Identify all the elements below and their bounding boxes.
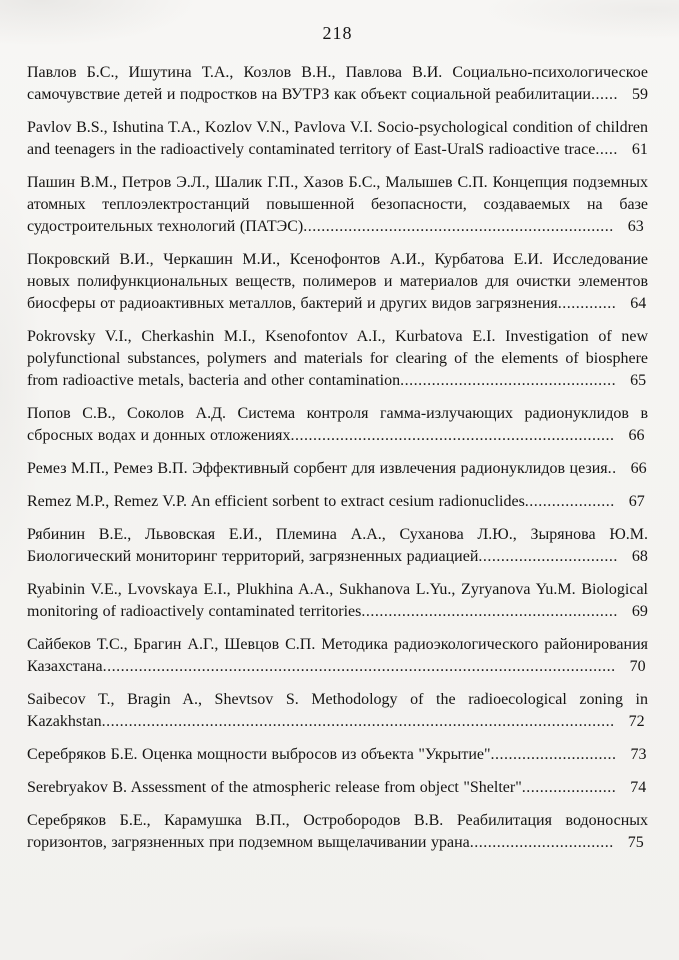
toc-entry — [27, 689, 648, 733]
entry-page-number: 66 — [628, 427, 645, 444]
entry-page-number: 75 — [627, 834, 644, 851]
toc-entry — [27, 810, 648, 854]
entry-text: Рябинин В.Е., Львовская Е.И., Племина А.А., Суханова Л.Ю., Зырянова Ю.М. Биологический мониторинг территорий, загрязненных радиацией — [27, 526, 648, 565]
toc-entry — [27, 634, 648, 678]
toc-list — [27, 62, 648, 854]
entry-text: Serebryakov B. Assessment of the atmospheric release from object "Shelter" — [27, 779, 522, 796]
entry-page-number: 64 — [630, 295, 647, 312]
entry-page-number: 67 — [628, 493, 645, 510]
toc-entry — [27, 458, 648, 480]
dot-leader: ......................................................... — [361, 603, 618, 620]
entry-text: Покровский В.И., Черкашин М.И., Ксенофонтов А.И., Курбатова Е.И. Исследование новых полифункциональных веществ, полимеров и материалов для очистки элементов биосферы от радиоактивных металлов, бактерий и других видов загрязнения — [27, 251, 648, 312]
toc-entry — [27, 403, 648, 447]
entry-page-number: 74 — [630, 779, 647, 796]
entry-text: Пашин В.М., Петров Э.Л., Шалик Г.П., Хазов Б.С., Малышев С.П. Концепция подземных атомных теплоэлектростанций повышенной безопасности, создаваемых на базе судостроительных технологий (ПАТЭС) — [27, 174, 648, 235]
dot-leader: ................................ — [469, 834, 614, 851]
dot-leader: ..................... — [521, 779, 617, 796]
toc-entry — [27, 117, 648, 161]
dot-leader: ........................................................................ — [290, 427, 615, 444]
dot-leader: .................................................................................................................. — [101, 713, 615, 730]
toc-entry — [27, 777, 648, 799]
entry-page-number: 70 — [629, 658, 646, 675]
dot-leader: .................................................................................................................. — [102, 658, 616, 675]
entry-page-number: 61 — [631, 141, 648, 158]
entry-page-number: 63 — [627, 218, 644, 235]
entry-text: Pavlov B.S., Ishutina T.A., Kozlov V.N., Pavlova V.I. Socio-psychological condition of children and teenagers in the radioactively contaminated territory of East-UralS radioactive trace — [27, 119, 648, 158]
toc-entry — [27, 326, 648, 392]
entry-text: Saibecov T., Bragin A., Shevtsov S. Methodology of the radioecological zoning in Kazakhstan — [27, 691, 648, 730]
toc-entry — [27, 491, 648, 513]
entry-text: Павлов Б.С., Ишутина Т.А., Козлов В.Н., Павлова В.И. Социально-психологическое самочувствие детей и подростков на ВУТРЗ как объект социальной реабилитации — [27, 64, 648, 103]
toc-entry — [27, 249, 648, 315]
dot-leader: .................... — [524, 493, 615, 510]
dot-leader: ............. — [557, 295, 617, 312]
dot-leader: ..................................................................... — [303, 218, 614, 235]
toc-entry — [27, 62, 648, 106]
toc-entry — [27, 524, 648, 568]
entry-text: Серебряков Б.Е., Карамушка В.П., Остробородов В.В. Реабилитация водоносных горизонтов, загрязненных при подземном выщелачивании урана — [27, 812, 648, 851]
entry-page-number: 68 — [631, 548, 648, 565]
toc-entry — [27, 744, 648, 766]
dot-leader: ...... — [590, 86, 618, 103]
entry-page-number: 72 — [628, 713, 645, 730]
folio-number: 218 — [322, 23, 353, 43]
entry-text: Ryabinin V.E., Lvovskaya E.I., Plukhina A.A., Sukhanova L.Yu., Zyryanova Yu.M. Biological monitoring of radioactively contaminated territories — [27, 581, 648, 620]
dot-leader: ............................ — [490, 746, 617, 763]
toc-entry — [27, 172, 648, 238]
entry-page-number: 59 — [631, 86, 648, 103]
toc-entry — [27, 579, 648, 623]
dot-leader: ..... — [595, 141, 618, 158]
dot-leader: ................................................ — [400, 372, 617, 389]
entry-page-number: 66 — [630, 460, 647, 477]
entry-text: Попов С.В., Соколов А.Д. Система контроля гамма-излучающих радионуклидов в сбросных водах и донных отложениях — [27, 405, 648, 444]
entry-text: Серебряков Б.Е. Оценка мощности выбросов из объекта "Укрытие" — [27, 746, 491, 763]
dot-leader: .. — [607, 460, 617, 477]
dot-leader: ............................... — [478, 548, 618, 565]
entry-page-number: 73 — [630, 746, 647, 763]
entry-text: Сайбеков Т.С., Брагин А.Г., Шевцов С.П. Методика радиоэкологического районирования Казахстана — [27, 636, 648, 675]
entry-text: Pokrovsky V.I., Cherkashin M.I., Ksenofontov A.I., Kurbatova E.I. Investigation of new polyfunctional substances, polymers and materials for clearing of the elements of biosphere from radioactive metals, bacteria and other contamination — [27, 328, 648, 389]
entry-page-number: 65 — [630, 372, 647, 389]
entry-page-number: 69 — [631, 603, 648, 620]
entry-text: Remez M.P., Remez V.P. An efficient sorbent to extract cesium radionuclides — [27, 493, 525, 510]
entry-text: Ремез М.П., Ремез В.П. Эффективный сорбент для извлечения радионуклидов цезия — [27, 460, 608, 477]
